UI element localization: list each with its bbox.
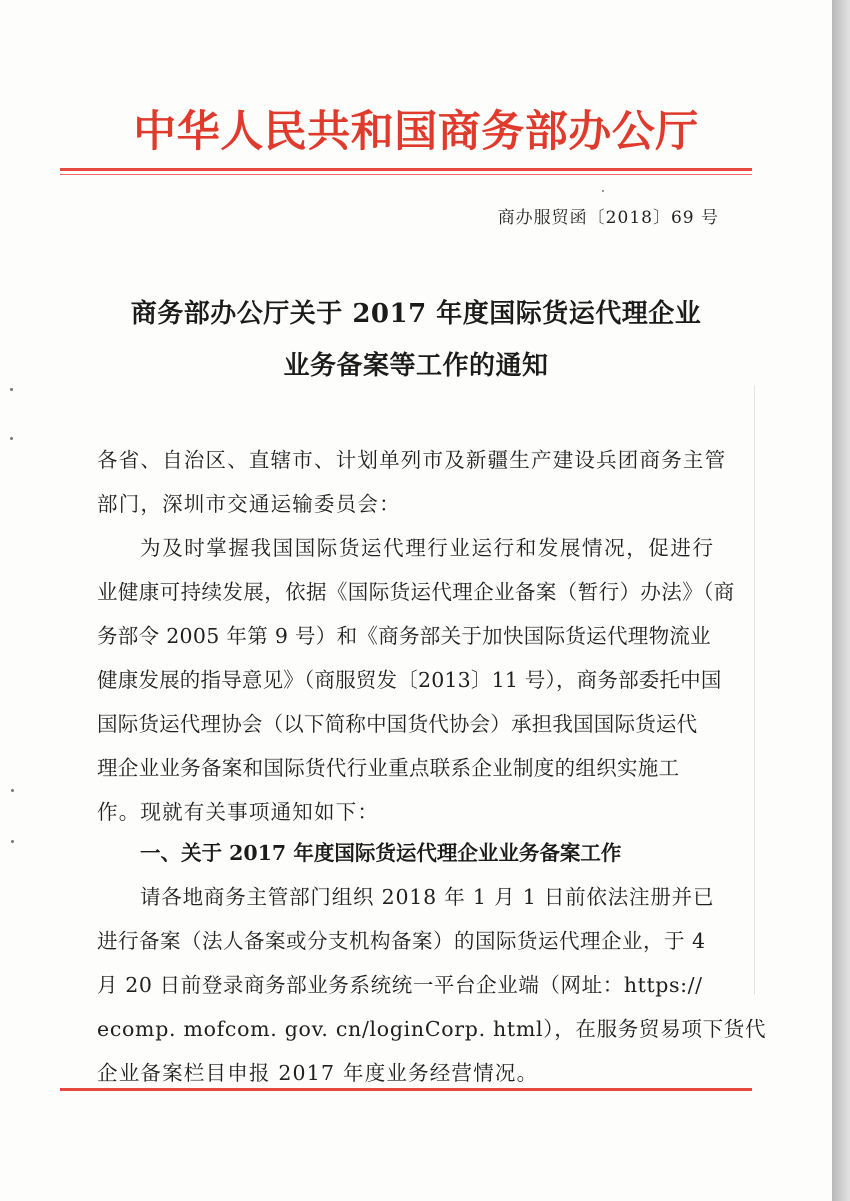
section-line: ecomp. mofcom. gov. cn/loginCorp. html），在服务贸易项下货代: [97, 1017, 767, 1041]
document-title-line-1: 商务部办公厅关于 2017 年度国际货运代理企业: [130, 299, 702, 329]
scan-artifact-line: [754, 385, 755, 995]
salutation-line-1: 各省、自治区、直辖市、计划单列市及新疆生产建设兵团商务主管: [97, 448, 727, 472]
section-line: 请各地商务主管部门组织 2018 年 1 月 1 日前依法注册并已: [140, 885, 715, 909]
paragraph-line: 业健康可持续发展，依据《国际货运代理企业备案（暂行）办法》（商: [97, 580, 735, 604]
scan-speck: [10, 437, 13, 440]
issuer-header: 中华人民共和国商务部办公厅: [133, 107, 699, 157]
section-line: 进行备案（法人备案或分支机构备案）的国际货运代理企业，于 4: [97, 929, 706, 953]
salutation-line-2: 部门，深圳市交通运输委员会：: [97, 492, 401, 516]
document-number: 商办服贸函〔2018〕69 号: [497, 208, 719, 228]
paragraph-line: 作。现就有关事项通知如下：: [97, 800, 380, 824]
scan-speck: [602, 190, 604, 192]
paragraph-line: 为及时掌握我国国际货运代理行业运行和发展情况，促进行: [140, 536, 715, 560]
paragraph-line: 健康发展的指导意见》（商服贸发〔2013〕11 号），商务部委托中国: [97, 668, 722, 692]
header-red-rule: [60, 168, 752, 171]
paragraph-line: 务部令 2005 年第 9 号）和《商务部关于加快国际货运代理物流业: [97, 624, 711, 648]
header-red-rule-thin: [60, 174, 752, 175]
page-edge-shadow: [832, 0, 850, 1201]
document-title-line-2: 业务备案等工作的通知: [283, 351, 549, 381]
section-heading: 一、关于 2017 年度国际货运代理企业业务备案工作: [140, 841, 622, 865]
scan-speck: [11, 789, 14, 792]
paragraph-line: 理企业业务备案和国际货代行业重点联系企业制度的组织实施工: [97, 756, 680, 780]
scan-speck: [11, 840, 14, 843]
footer-red-rule: [60, 1088, 752, 1091]
section-line: 企业备案栏目申报 2017 年度业务经营情况。: [97, 1061, 539, 1085]
section-line: 月 20 日前登录商务部业务系统统一平台企业端（网址：https://: [97, 973, 703, 997]
scan-speck: [10, 388, 13, 391]
paragraph-line: 国际货运代理协会（以下简称中国货代协会）承担我国国际货运代: [97, 712, 698, 736]
